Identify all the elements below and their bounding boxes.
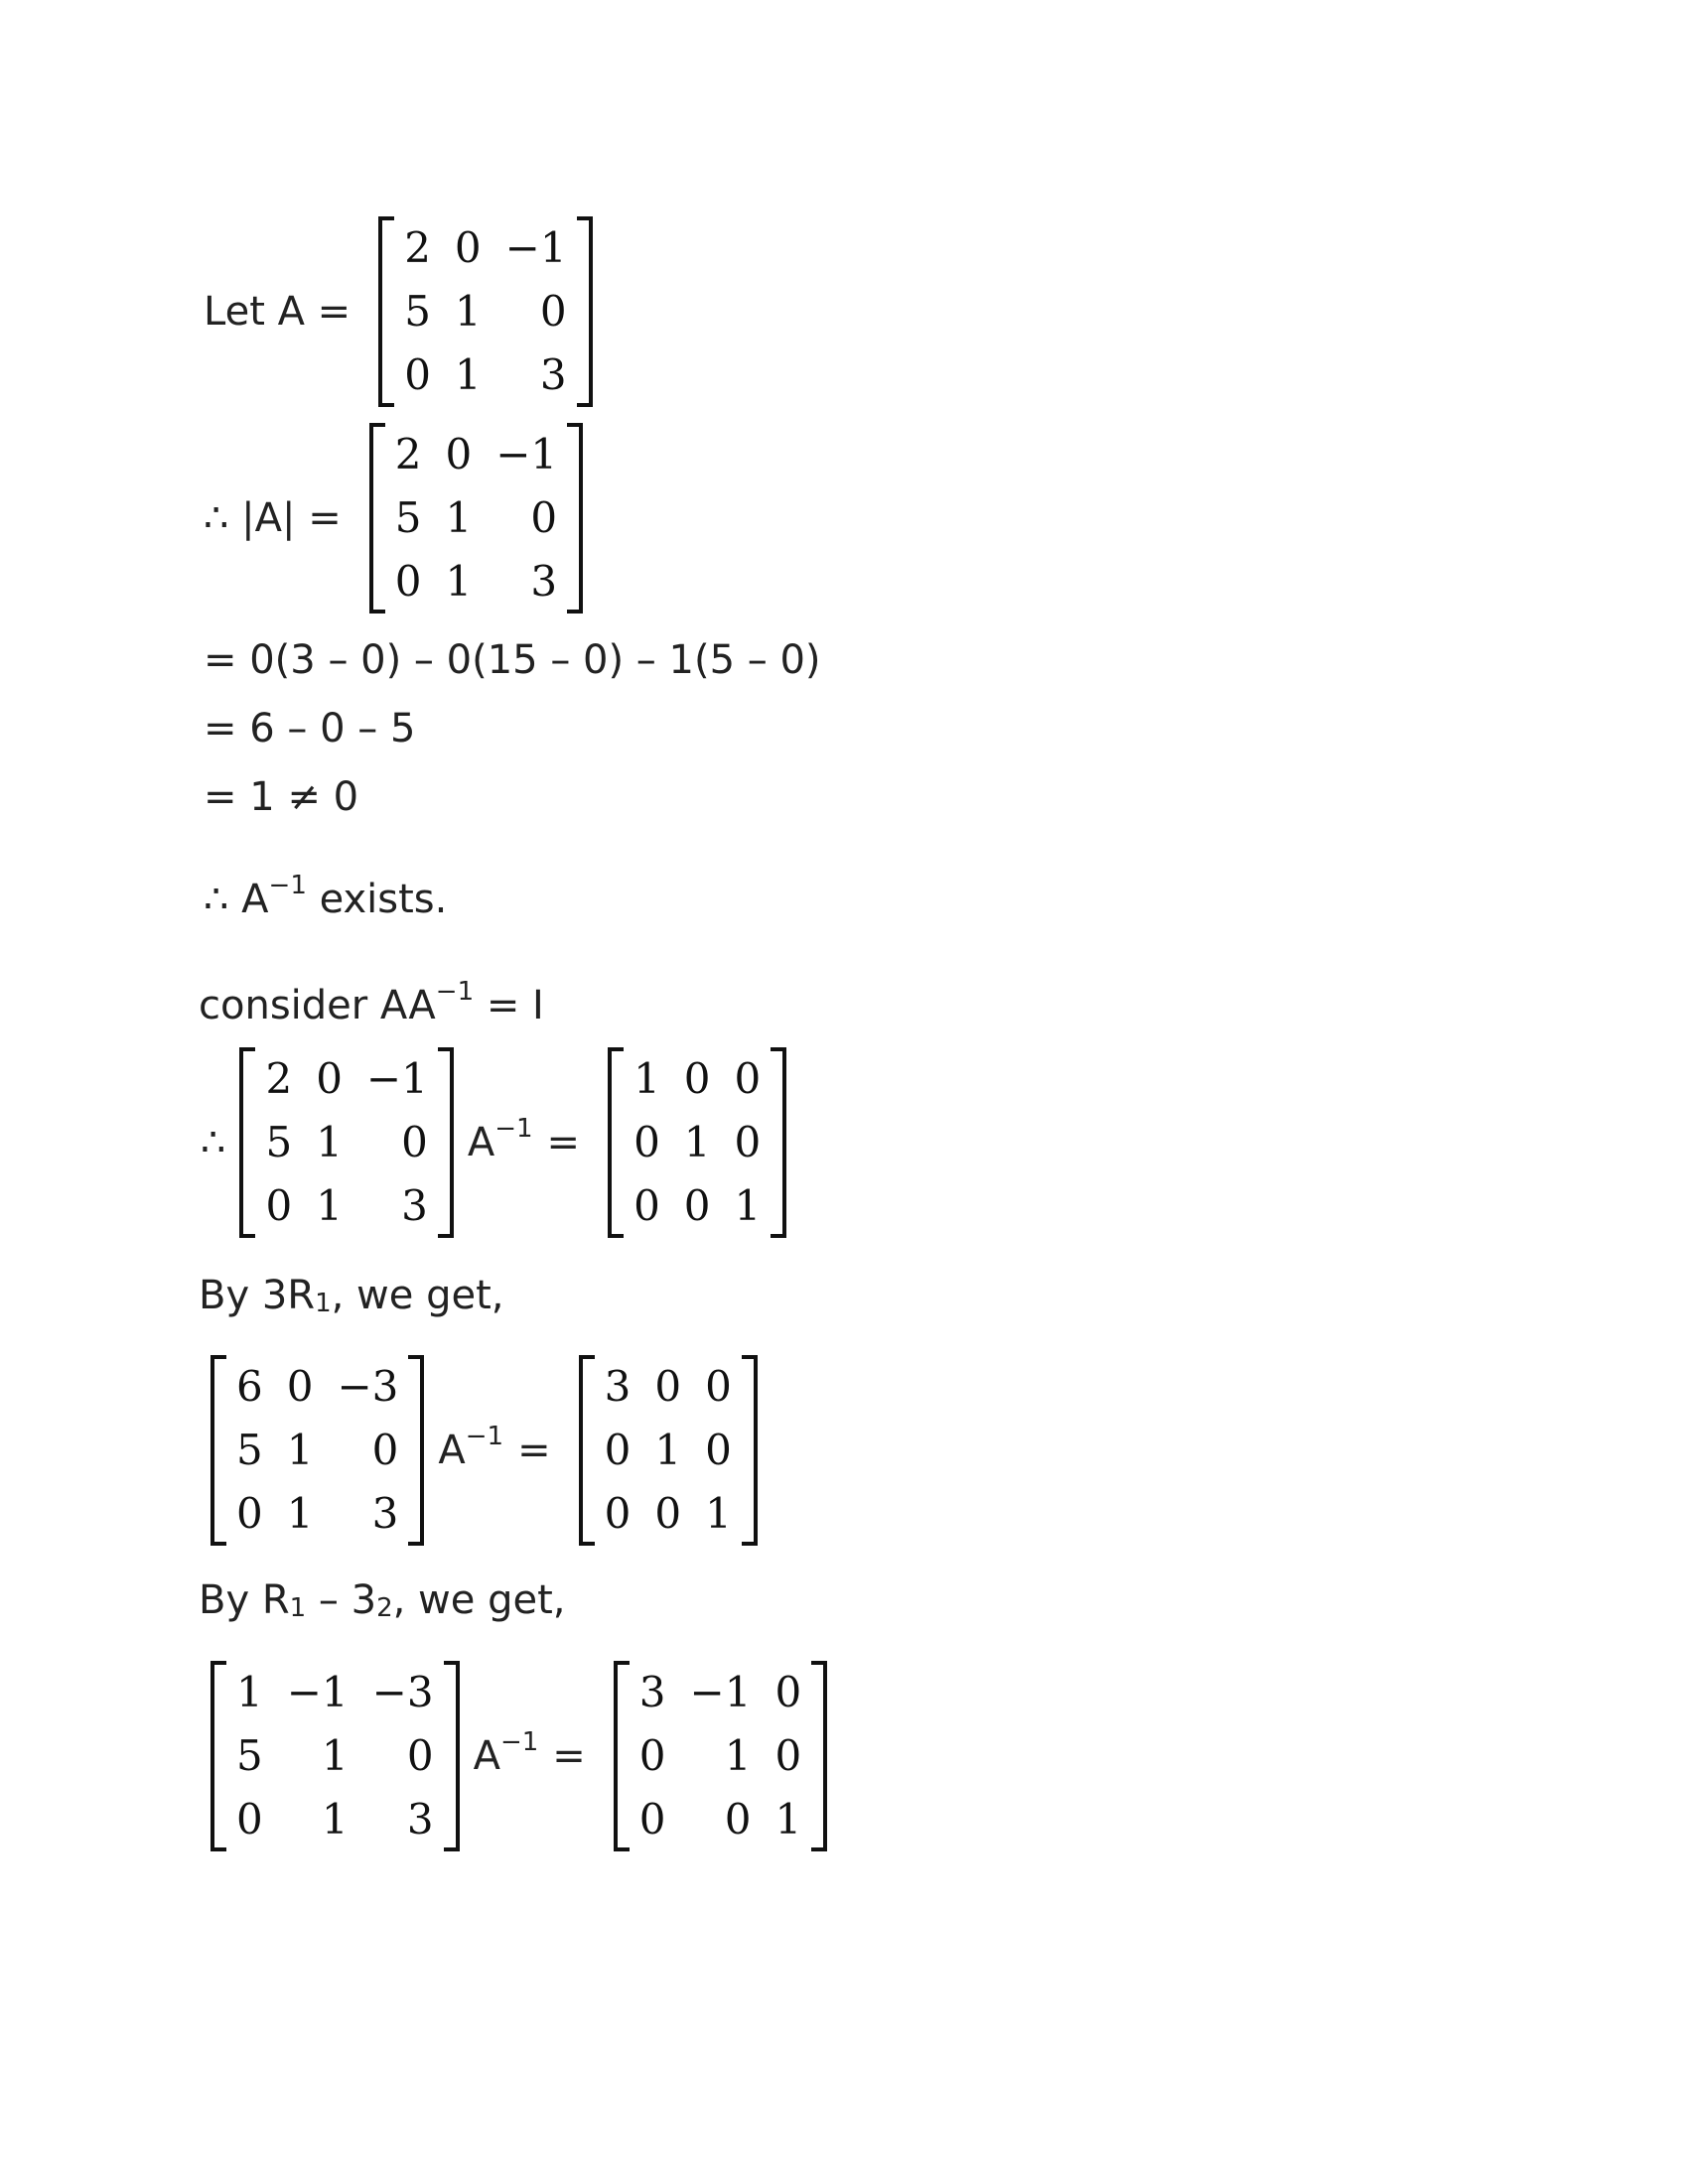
a-inverse-label: A xyxy=(473,1733,500,1779)
matrix-cell: 1 xyxy=(734,1181,762,1230)
matrix-eq3-right xyxy=(614,1661,827,1851)
matrix-cell: 5 xyxy=(265,1118,293,1166)
by-step-2-sub1: 1 xyxy=(289,1593,307,1623)
matrix-row xyxy=(383,486,569,550)
a-inverse-label: A xyxy=(438,1428,466,1473)
matrix-cell: 1 xyxy=(774,1795,802,1843)
matrix-cell: 0 xyxy=(530,493,558,542)
matrix-cell: 0 xyxy=(638,1795,666,1843)
matrix-cell: 5 xyxy=(394,493,422,542)
matrix-cell: −1 xyxy=(286,1668,349,1716)
matrix-row xyxy=(253,1174,439,1238)
by-step-1-prefix: By 3R xyxy=(199,1273,316,1318)
equals-sign: = xyxy=(552,1733,586,1779)
matrix-cell: 3 xyxy=(530,557,558,606)
matrix-row xyxy=(628,1724,813,1788)
matrix-row xyxy=(224,1661,446,1724)
inverse-exists-line xyxy=(204,871,448,922)
matrix-row xyxy=(622,1047,773,1111)
matrix-cell: 0 xyxy=(705,1426,732,1474)
matrix-cell: 0 xyxy=(236,1795,263,1843)
consider-suffix: = I xyxy=(474,983,544,1028)
matrix-cell: 5 xyxy=(404,287,431,336)
equation-1 xyxy=(201,1047,786,1238)
matrix-cell: 0 xyxy=(286,1362,314,1411)
matrix-cell: −1 xyxy=(504,223,567,272)
by-step-2-sub2: 2 xyxy=(376,1593,393,1623)
matrix-cell: −1 xyxy=(495,430,558,478)
consider-line xyxy=(199,977,544,1028)
matrix-cell: 0 xyxy=(774,1668,802,1716)
matrix-row xyxy=(383,550,569,614)
det-step-3 xyxy=(204,774,359,820)
matrix-cell: 2 xyxy=(394,430,422,478)
matrix-cell: −1 xyxy=(689,1668,752,1716)
matrix-cell: 3 xyxy=(638,1668,666,1716)
by-step-2-prefix: By R xyxy=(199,1577,290,1623)
equals-sign: = xyxy=(546,1120,581,1165)
a-inverse-label: A xyxy=(467,1120,495,1165)
matrix-cell: 1 xyxy=(445,557,473,606)
consider-prefix: consider AA xyxy=(199,983,436,1028)
matrix-row xyxy=(392,280,578,343)
matrix-eq2-left xyxy=(211,1355,424,1546)
therefore-symbol: ∴ xyxy=(201,1120,226,1165)
matrix-cell: 1 xyxy=(683,1118,711,1166)
matrix-cell: 0 xyxy=(633,1118,660,1166)
matrix-cell: 1 xyxy=(705,1489,732,1538)
matrix-row xyxy=(593,1482,744,1546)
equation-3 xyxy=(211,1661,827,1851)
det-a-line xyxy=(204,423,583,614)
matrix-cell: 0 xyxy=(316,1054,343,1103)
matrix-cell: 5 xyxy=(236,1426,263,1474)
matrix-cell: 1 xyxy=(454,350,482,399)
matrix-cell: 0 xyxy=(371,1426,399,1474)
matrix-cell: −3 xyxy=(337,1362,399,1411)
matrix-cell: 1 xyxy=(321,1795,349,1843)
matrix-row xyxy=(224,1482,410,1546)
matrix-cell: 0 xyxy=(404,350,431,399)
matrix-row xyxy=(593,1419,744,1482)
det-step-1-text: = 0(3 – 0) – 0(15 – 0) – 1(5 – 0) xyxy=(204,637,821,683)
matrix-det-a xyxy=(369,423,583,614)
matrix-a xyxy=(378,216,592,407)
matrix-table xyxy=(628,1661,813,1851)
matrix-cell: 0 xyxy=(654,1362,682,1411)
matrix-table xyxy=(593,1355,744,1546)
matrix-table xyxy=(224,1355,410,1546)
matrix-row xyxy=(253,1111,439,1174)
matrix-cell: 1 xyxy=(724,1731,752,1780)
matrix-cell: 0 xyxy=(654,1489,682,1538)
matrix-cell: 0 xyxy=(454,223,482,272)
matrix-eq3-left xyxy=(211,1661,460,1851)
matrix-cell: 1 xyxy=(286,1426,314,1474)
matrix-row xyxy=(224,1419,410,1482)
matrix-cell: 1 xyxy=(321,1731,349,1780)
matrix-cell: 1 xyxy=(236,1668,263,1716)
matrix-cell: 0 xyxy=(683,1181,711,1230)
matrix-cell: 6 xyxy=(236,1362,263,1411)
matrix-cell: 0 xyxy=(539,287,567,336)
matrix-row xyxy=(224,1724,446,1788)
matrix-cell: 0 xyxy=(683,1054,711,1103)
a-inverse-sup: −1 xyxy=(499,1727,539,1757)
matrix-cell: 0 xyxy=(394,557,422,606)
matrix-row xyxy=(392,216,578,280)
matrix-cell: 0 xyxy=(401,1118,428,1166)
consider-sup: −1 xyxy=(435,977,475,1007)
matrix-row xyxy=(628,1661,813,1724)
matrix-table xyxy=(383,423,569,614)
matrix-cell: 0 xyxy=(734,1118,762,1166)
a-inverse-sup: −1 xyxy=(494,1114,533,1144)
let-a-label: Let A = xyxy=(204,289,352,335)
matrix-cell: 0 xyxy=(406,1731,434,1780)
matrix-row xyxy=(622,1174,773,1238)
matrix-cell: 1 xyxy=(316,1181,343,1230)
matrix-row xyxy=(224,1355,410,1419)
matrix-cell: 0 xyxy=(724,1795,752,1843)
matrix-cell: 0 xyxy=(774,1731,802,1780)
matrix-cell: 0 xyxy=(604,1426,632,1474)
matrix-table xyxy=(392,216,578,407)
det-step-2-text: = 6 – 0 – 5 xyxy=(204,706,416,751)
matrix-cell: 0 xyxy=(734,1054,762,1103)
det-step-3-text: = 1 ≠ 0 xyxy=(204,774,359,820)
matrix-cell: 0 xyxy=(445,430,473,478)
matrix-cell: 0 xyxy=(236,1489,263,1538)
matrix-row xyxy=(253,1047,439,1111)
by-step-1-suffix: , we get, xyxy=(331,1273,504,1318)
matrix-cell: −3 xyxy=(371,1668,434,1716)
by-step-2-mid: – 3 xyxy=(306,1577,377,1623)
matrix-cell: 1 xyxy=(286,1489,314,1538)
matrix-row xyxy=(224,1788,446,1851)
a-inverse-sup: −1 xyxy=(465,1422,504,1451)
matrix-row xyxy=(392,343,578,407)
matrix-cell: 5 xyxy=(236,1731,263,1780)
matrix-row xyxy=(383,423,569,486)
by-step-2-suffix: , we get, xyxy=(392,1577,566,1623)
matrix-eq2-right xyxy=(579,1355,758,1546)
matrix-row xyxy=(593,1355,744,1419)
matrix-cell: 1 xyxy=(654,1426,682,1474)
by-step-1 xyxy=(199,1273,504,1318)
inverse-exists-sup: −1 xyxy=(268,871,307,900)
matrix-cell: 1 xyxy=(316,1118,343,1166)
matrix-cell: 0 xyxy=(633,1181,660,1230)
matrix-cell: 2 xyxy=(265,1054,293,1103)
matrix-cell: 2 xyxy=(404,223,431,272)
matrix-cell: 3 xyxy=(401,1181,428,1230)
matrix-cell: 3 xyxy=(371,1489,399,1538)
matrix-cell: 0 xyxy=(604,1489,632,1538)
inverse-exists-prefix: ∴ A xyxy=(204,877,269,922)
matrix-table xyxy=(253,1047,439,1238)
matrix-table xyxy=(622,1047,773,1238)
equals-sign: = xyxy=(517,1428,551,1473)
matrix-eq1-left xyxy=(239,1047,453,1238)
matrix-row xyxy=(622,1111,773,1174)
matrix-cell: 3 xyxy=(406,1795,434,1843)
matrix-table xyxy=(224,1661,446,1851)
inverse-exists-suffix: exists. xyxy=(306,877,448,922)
det-a-label: ∴ |A| = xyxy=(204,495,342,541)
matrix-cell: 0 xyxy=(638,1731,666,1780)
equation-2 xyxy=(211,1355,758,1546)
by-step-1-sub: 1 xyxy=(315,1289,332,1318)
matrix-eq1-right xyxy=(608,1047,786,1238)
det-step-1 xyxy=(204,637,821,683)
matrix-cell: 1 xyxy=(633,1054,660,1103)
matrix-cell: 3 xyxy=(604,1362,632,1411)
let-a-line xyxy=(204,216,593,407)
matrix-cell: 1 xyxy=(454,287,482,336)
by-step-2 xyxy=(199,1577,566,1623)
matrix-cell: 0 xyxy=(265,1181,293,1230)
matrix-cell: −1 xyxy=(365,1054,428,1103)
matrix-cell: 1 xyxy=(445,493,473,542)
det-step-2 xyxy=(204,706,416,751)
matrix-cell: 3 xyxy=(539,350,567,399)
matrix-row xyxy=(628,1788,813,1851)
matrix-cell: 0 xyxy=(705,1362,732,1411)
